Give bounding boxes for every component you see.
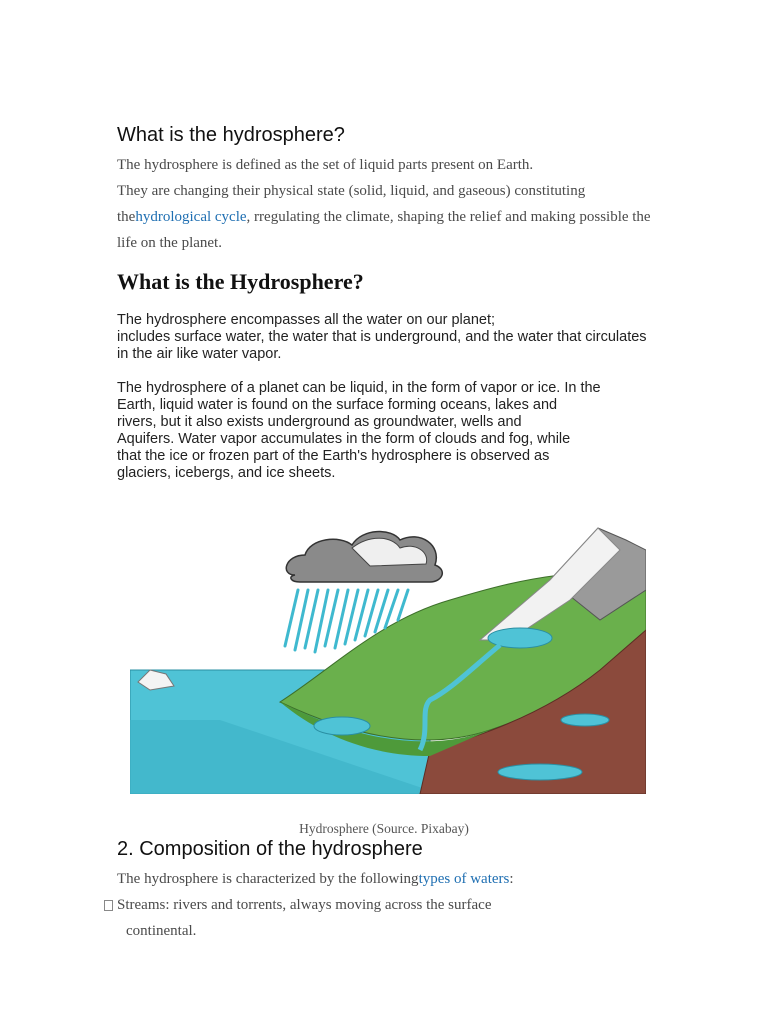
paragraph-line: includes surface water, the water that is underground, and the water that circulates <box>117 329 647 345</box>
bullet-line <box>104 892 724 918</box>
intro-paragraph <box>117 152 717 256</box>
bullet-text: Streams: rivers and torrents, always moving across the surface <box>117 897 492 913</box>
figure-caption: Hydrosphere (Source. Pixabay) <box>299 821 469 836</box>
paragraph-line: rivers, but it also exists underground as groundwater, wells and <box>117 414 522 430</box>
paragraph-line: life on the planet. <box>117 235 222 251</box>
text-fragment: , rregulating the climate, shaping the relief and making possible the <box>246 209 651 225</box>
bullet-continuation: continental. <box>126 923 197 939</box>
paragraph-line: in the air like water vapor. <box>117 346 282 362</box>
lake-shape <box>314 717 370 735</box>
hydrosphere-illustration <box>130 520 646 794</box>
hydrological-cycle-link[interactable]: hydrological cycle <box>135 209 247 225</box>
section-heading-hydrosphere-bold: What is the Hydrosphere? <box>117 269 364 294</box>
paragraph-line: The hydrosphere is defined as the set of liquid parts present on Earth. <box>117 157 534 173</box>
paragraph-line: The hydrosphere encompasses all the water on our planet; <box>117 312 496 328</box>
paragraph-line <box>117 204 717 230</box>
text-fragment: : <box>509 871 514 887</box>
paragraph-line: Aquifers. Water vapor accumulates in the form of clouds and fog, while <box>117 431 571 447</box>
paragraph-line: Earth, liquid water is found on the surface forming oceans, lakes and <box>117 397 558 413</box>
text-fragment: The hydrosphere is characterized by the following <box>117 871 419 887</box>
underground-lake <box>561 714 609 726</box>
water-cycle-drawing <box>130 520 646 794</box>
paragraph-line: glaciers, icebergs, and ice sheets. <box>117 465 336 481</box>
underground-lake <box>498 764 582 780</box>
composition-intro <box>117 866 717 892</box>
section-heading-hydrosphere: What is the hydrosphere? <box>117 124 345 146</box>
paragraph-line <box>117 866 717 892</box>
paragraph-line: that the ice or frozen part of the Earth's hydrosphere is observed as <box>117 448 550 464</box>
text-fragment: the <box>117 209 136 225</box>
paragraph-line: They are changing their physical state (solid, liquid, and gaseous) constituting <box>117 183 586 199</box>
paragraph-line: The hydrosphere of a planet can be liquid, in the form of vapor or ice. In the <box>117 380 601 396</box>
bullet-icon <box>104 900 113 911</box>
composition-heading: 2. Composition of the hydrosphere <box>117 838 423 860</box>
definition-block <box>117 312 717 363</box>
bullet-item-streams <box>104 892 724 944</box>
states-block <box>117 380 717 482</box>
types-of-waters-link[interactable]: types of waters <box>418 871 510 887</box>
